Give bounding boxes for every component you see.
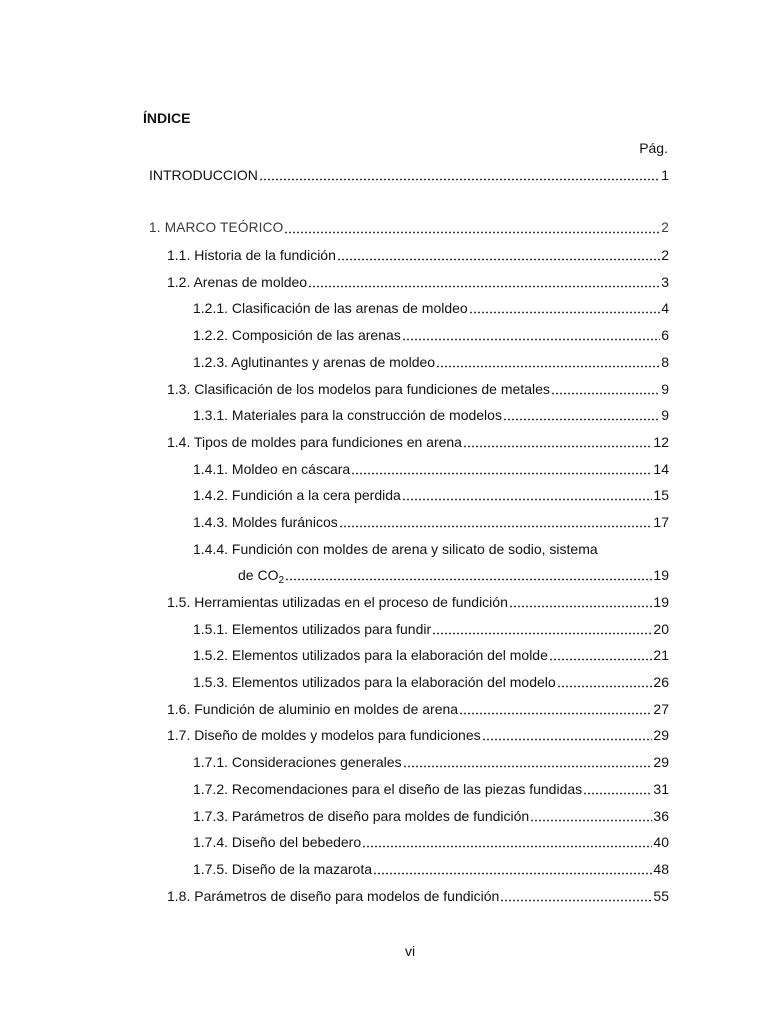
dot-leader (402, 482, 653, 509)
toc-entry-label: 1.5. Herramientas utilizadas en el proceso de fundición (167, 594, 508, 610)
table-of-contents (0, 162, 669, 909)
page-column-header: Pág. (639, 140, 668, 156)
toc-entry-1-7-3 (0, 803, 669, 830)
toc-entry-label: 1.2.2. Composición de las arenas (193, 327, 401, 344)
toc-entry-label: 1. MARCO TEÓRICO (149, 220, 284, 236)
toc-entry-introduccion (0, 162, 669, 189)
toc-page-number: 14 (653, 460, 669, 477)
dot-leader (259, 162, 660, 189)
toc-entry-label: 1.1. Historia de la fundición (167, 247, 336, 264)
toc-page-number: 20 (653, 620, 669, 637)
toc-page-number: 19 (653, 567, 669, 584)
dot-leader (463, 429, 652, 456)
dot-leader (362, 829, 652, 856)
dot-leader (482, 722, 653, 749)
dot-leader (509, 589, 653, 616)
toc-page-number: 29 (653, 754, 669, 771)
page-folio: vi (404, 943, 416, 959)
toc-entry-label: 1.4.3. Moldes furánicos (193, 513, 338, 530)
dot-leader (503, 402, 660, 429)
toc-spacer (0, 189, 669, 216)
toc-entry-label: 1.3.1. Materiales para la construcción de modelos (193, 407, 502, 424)
toc-page-number: 36 (653, 807, 669, 824)
toc-page-number: 40 (653, 834, 669, 851)
dot-leader (583, 776, 652, 803)
toc-entry-label: 1.2. Arenas de moldeo (167, 273, 308, 290)
toc-entry-1-7-4 (0, 829, 669, 856)
toc-page-number: 27 (653, 700, 669, 717)
toc-entry-label: 1.7.3. Parámetros de diseño para moldes de fundición (193, 807, 530, 824)
index-title: ÍNDICE (143, 110, 191, 126)
toc-entry-1-5-2 (0, 642, 669, 669)
dot-leader (436, 349, 660, 376)
toc-entry-1-5 (0, 589, 669, 616)
toc-entry-label: 1.5.3. Elementos utilizados para la elaboración del modelo (193, 674, 556, 691)
chemical-subscript: 2 (278, 575, 285, 587)
toc-entry-1-4 (0, 429, 669, 456)
toc-entry-1-2-3 (0, 349, 669, 376)
dot-leader (403, 749, 653, 776)
toc-entry-label: INTRODUCCION (149, 167, 258, 183)
dot-leader (373, 856, 652, 883)
toc-entry-label: 1.7.5. Diseño de la mazarota (193, 860, 372, 877)
toc-page-number: 8 (661, 353, 669, 370)
toc-entry-label: 1.7.1. Consideraciones generales (193, 754, 402, 771)
dot-leader (557, 669, 653, 696)
toc-entry-1-4-3 (0, 509, 669, 536)
toc-page-number: 55 (653, 887, 669, 904)
dot-leader (530, 803, 652, 830)
dot-leader (549, 642, 653, 669)
continuation-text: de CO (238, 567, 279, 584)
toc-entry-1-5-3 (0, 669, 669, 696)
toc-entry-1-2-2 (0, 322, 669, 349)
toc-page-number: 2 (661, 247, 669, 264)
dot-leader (351, 456, 652, 483)
toc-entry-label-continuation (238, 562, 284, 589)
toc-entry-label: 1.7.4. Diseño del bebedero (193, 834, 362, 851)
toc-page-number: 1 (661, 167, 669, 183)
toc-entry-label: 1.4.4. Fundición con moldes de arena y silicato de sodio, sistema (193, 540, 598, 557)
toc-page-number: 4 (661, 300, 669, 317)
dot-leader (337, 242, 660, 269)
toc-page-number: 21 (653, 647, 669, 664)
toc-entry-1-2 (0, 269, 669, 296)
toc-entry-1-4-1 (0, 456, 669, 483)
toc-page-number: 6 (661, 327, 669, 344)
toc-page-number: 12 (653, 433, 669, 450)
dot-leader (402, 322, 660, 349)
toc-page-number: 19 (653, 594, 669, 610)
toc-page-number: 3 (661, 273, 669, 290)
toc-entry-1-7-1 (0, 749, 669, 776)
toc-entry-label: 1.3. Clasificación de los modelos para fundiciones de metales (167, 380, 550, 397)
toc-entry-1-3-1 (0, 402, 669, 429)
toc-entry-label: 1.7.2. Recomendaciones para el diseño de las piezas fundidas (193, 780, 583, 797)
toc-entry-label: 1.4. Tipos de moldes para fundiciones en arena (167, 433, 462, 450)
toc-page-number: 31 (653, 780, 669, 797)
toc-entry-label: 1.6. Fundición de aluminio en moldes de arena (167, 700, 459, 717)
dot-leader (551, 376, 660, 403)
toc-page-number: 26 (653, 674, 669, 691)
dot-leader (432, 616, 652, 643)
toc-entry-label: 1.2.1. Clasificación de las arenas de moldeo (193, 300, 468, 317)
toc-entry-label: 1.4.2. Fundición a la cera perdida (193, 487, 401, 504)
toc-entry-1-5-1 (0, 616, 669, 643)
toc-page-number: 29 (653, 727, 669, 744)
toc-entry-1-3 (0, 376, 669, 403)
toc-page-number: 48 (653, 860, 669, 877)
dot-leader (500, 883, 652, 910)
dot-leader (308, 269, 660, 296)
toc-entry-1-8 (0, 883, 669, 910)
toc-entry-1-7-2 (0, 776, 669, 803)
toc-entry-label: 1.7. Diseño de moldes y modelos para fundiciones (167, 727, 481, 744)
toc-page-number: 15 (653, 487, 669, 504)
toc-entry-label: 1.5.1. Elementos utilizados para fundir (193, 620, 432, 637)
dot-leader (285, 562, 652, 589)
toc-page-number: 9 (661, 407, 669, 424)
dot-leader (284, 215, 660, 242)
toc-entry-1-4-2 (0, 482, 669, 509)
toc-entry-label: 1.8. Parámetros de diseño para modelos de fundición (167, 887, 500, 904)
toc-entry-1-6 (0, 696, 669, 723)
toc-entry-1-1 (0, 242, 669, 269)
toc-page-number: 2 (661, 220, 669, 236)
toc-page-number: 17 (653, 513, 669, 530)
dot-leader (469, 295, 660, 322)
toc-entry-1-7-5 (0, 856, 669, 883)
toc-entry-1-7 (0, 722, 669, 749)
dot-leader (339, 509, 653, 536)
toc-entry-1-2-1 (0, 295, 669, 322)
toc-entry-marco-teorico (0, 215, 669, 242)
toc-entry-label: 1.2.3. Aglutinantes y arenas de moldeo (193, 353, 436, 370)
toc-page-number: 9 (661, 380, 669, 397)
toc-entry-1-4-4-continuation (0, 562, 669, 589)
dot-leader (459, 696, 652, 723)
toc-entry-label: 1.5.2. Elementos utilizados para la elaboración del molde (193, 647, 548, 664)
toc-entry-1-4-4 (0, 536, 669, 563)
toc-entry-label: 1.4.1. Moldeo en cáscara (193, 460, 351, 477)
